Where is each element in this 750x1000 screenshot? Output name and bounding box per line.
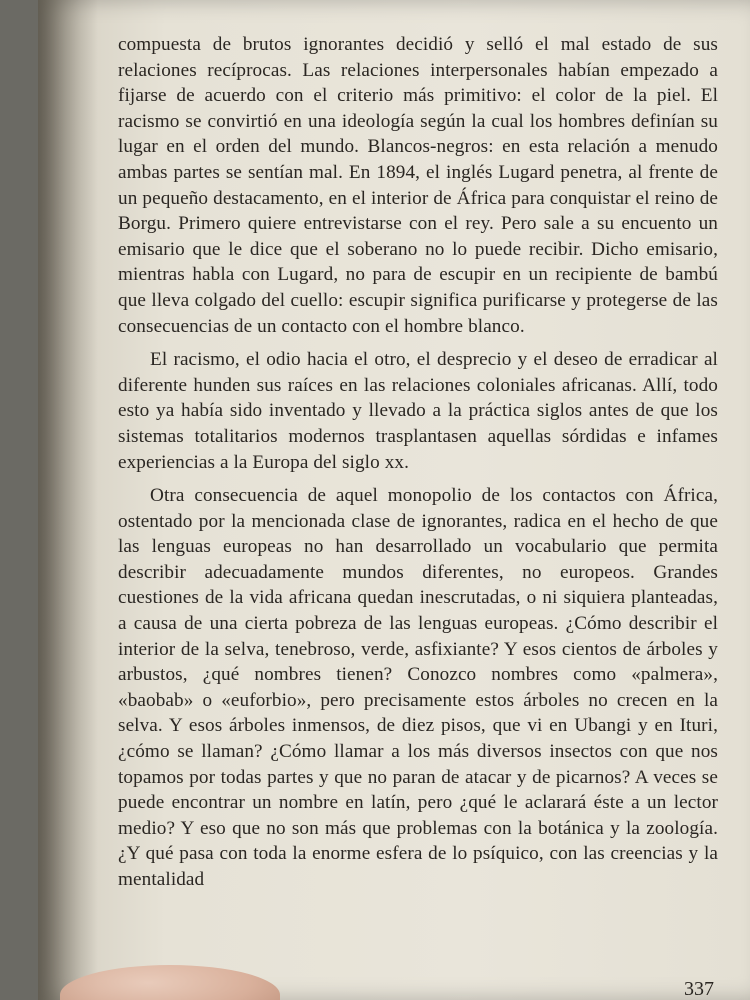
paragraph-1: compuesta de brutos ignorantes decidió y selló el mal estado de sus relaciones recíprocas. Las relaciones interpersonales habían empezado a fijarse de acuerdo con el criterio más primitivo: el color de la piel. El racismo se convirtió en una ideología según la cual los hombres definían su lugar en el orden del mundo. Blancos-negros: en esta relación a menudo ambas partes se sentían mal. En 1894, el inglés Lugard penetra, al frente de un pequeño destacamento, en el interior de África para conquistar el reino de Borgu. Primero quiere entrevistarse con el rey. Pero sale a su encuento un emisario que le dice que el soberano no lo puede recibir. Dicho emisario, mientras habla con Lugard, no para de escupir en un recipiente de bambú que lleva colgado del cuello: escupir significa purificarse y protegerse de las consecuencias de un contacto con el hombre blanco. (118, 34, 718, 337)
paragraph-3: Otra consecuencia de aquel monopolio de los contactos con África, ostentado por la mencionada clase de ignorantes, radica en el hecho de que las lenguas europeas no han desarrollado un vocabulario que permita describir adecuadamente mundos diferentes, no europeos. Grandes cuestiones de la vida africana quedan inescrutadas, o ni siquiera planteadas, a causa de una cierta pobreza de las lenguas europeas. ¿Cómo describir el interior de la selva, tenebroso, verde, asfixiante? Y esos cientos de árboles y arbustos, ¿qué nombres tienen? Conozco nombres como «palmera», «baobab» o «euforbio», pero precisamente estos árboles no crecen en la selva. Y esos árboles inmensos, de diez pisos, que vi en Ubangi y en Ituri, ¿cómo se llaman? ¿Cómo llamar a los más diversos insectos con que nos topamos por todas partes y que no paran de atacar y de picarnos? A veces se puede encontrar un nombre en latín, pero ¿qué le aclarará éste a un lector medio? Y eso que no son más que problemas con la botánica y la zoología. ¿Y qué pasa con toda la enorme esfera de lo psíquico, con las creencias y la mentalidad (118, 485, 718, 890)
book-page (38, 0, 750, 1000)
paragraph-2: El racismo, el odio hacia el otro, el desprecio y el deseo de erradicar al diferente hunden sus raíces en las relaciones coloniales africanas. Allí, todo esto ya había sido inventado y llevado a la práctica siglos antes de que los sistemas totalitarios modernos trasplantasen aquellas sórdidas e infames experiencias a la Europa del siglo xx. (118, 349, 718, 473)
page-number: 337 (684, 978, 714, 1000)
body-text (118, 32, 718, 901)
